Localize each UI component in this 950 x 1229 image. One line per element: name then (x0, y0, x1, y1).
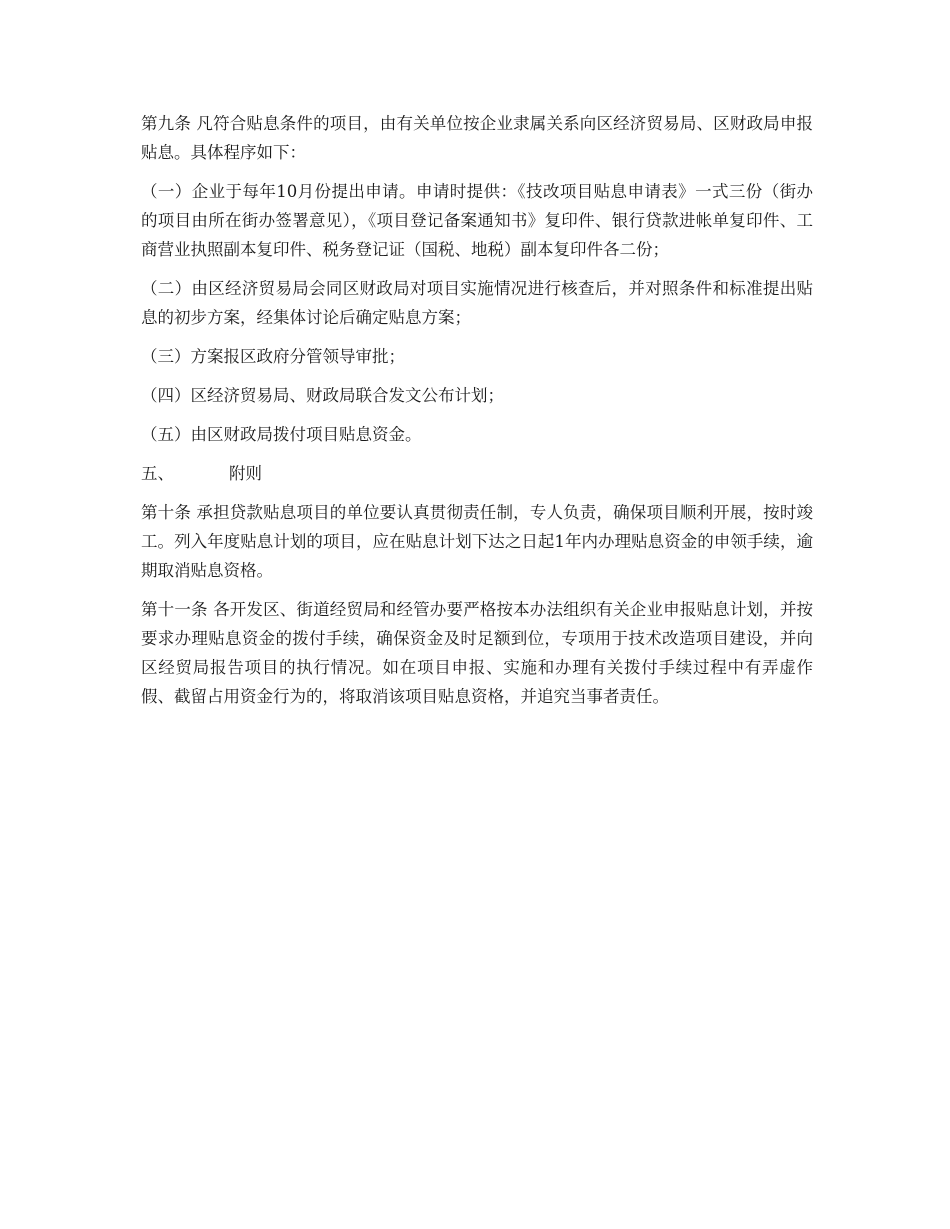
article-9-step-3: （三）方案报区政府分管领导审批； (141, 347, 405, 366)
section-title: 附则 (229, 464, 262, 483)
article-9-step-5: （五）由区财政局拨付项目贴息资金。 (141, 425, 422, 444)
document-body (141, 109, 813, 721)
article-10: 第十条 承担贷款贴息项目的单位要认真贯彻责任制，专人负责，确保项目顺利开展，按时竣工。列入年度贴息计划的项目，应在贴息计划下达之日起1年内办理贴息资金的申领手续，逾期取消贴息资格。 (141, 503, 813, 580)
article-9-step-2: （二）由区经济贸易局会同区财政局对项目实施情况进行核查后，并对照条件和标准提出贴息的初步方案，经集体讨论后确定贴息方案； (141, 279, 813, 327)
article-9-intro: 第九条 凡符合贴息条件的项目，由有关单位按企业隶属关系向区经济贸易局、区财政局申报贴息。具体程序如下： (141, 114, 813, 162)
section-heading (141, 459, 813, 488)
article-11: 第十一条 各开发区、街道经贸局和经管办要严格按本办法组织有关企业申报贴息计划，并按要求办理贴息资金的拨付手续，确保资金及时足额到位，专项用于技术改造项目建设，并向区经贸局报告项目的执行情况。如在项目申报、实施和办理有关拨付手续过程中有弄虚作假、截留占用资金行为的，将取消该项目贴息资格，并追究当事者责任。 (141, 600, 813, 706)
article-9-step-4: （四）区经济贸易局、财政局联合发文公布计划； (141, 386, 504, 405)
article-9-step-1: （一）企业于每年10月份提出申请。申请时提供：《技改项目贴息申请表》一式三份（街办的项目由所在街办签署意见），《项目登记备案通知书》复印件、银行贷款进帐单复印件、工商营业执照副本复印件、税务登记证（国税、地税）副本复印件各二份； (141, 182, 813, 259)
section-number: 五、 (141, 464, 174, 483)
